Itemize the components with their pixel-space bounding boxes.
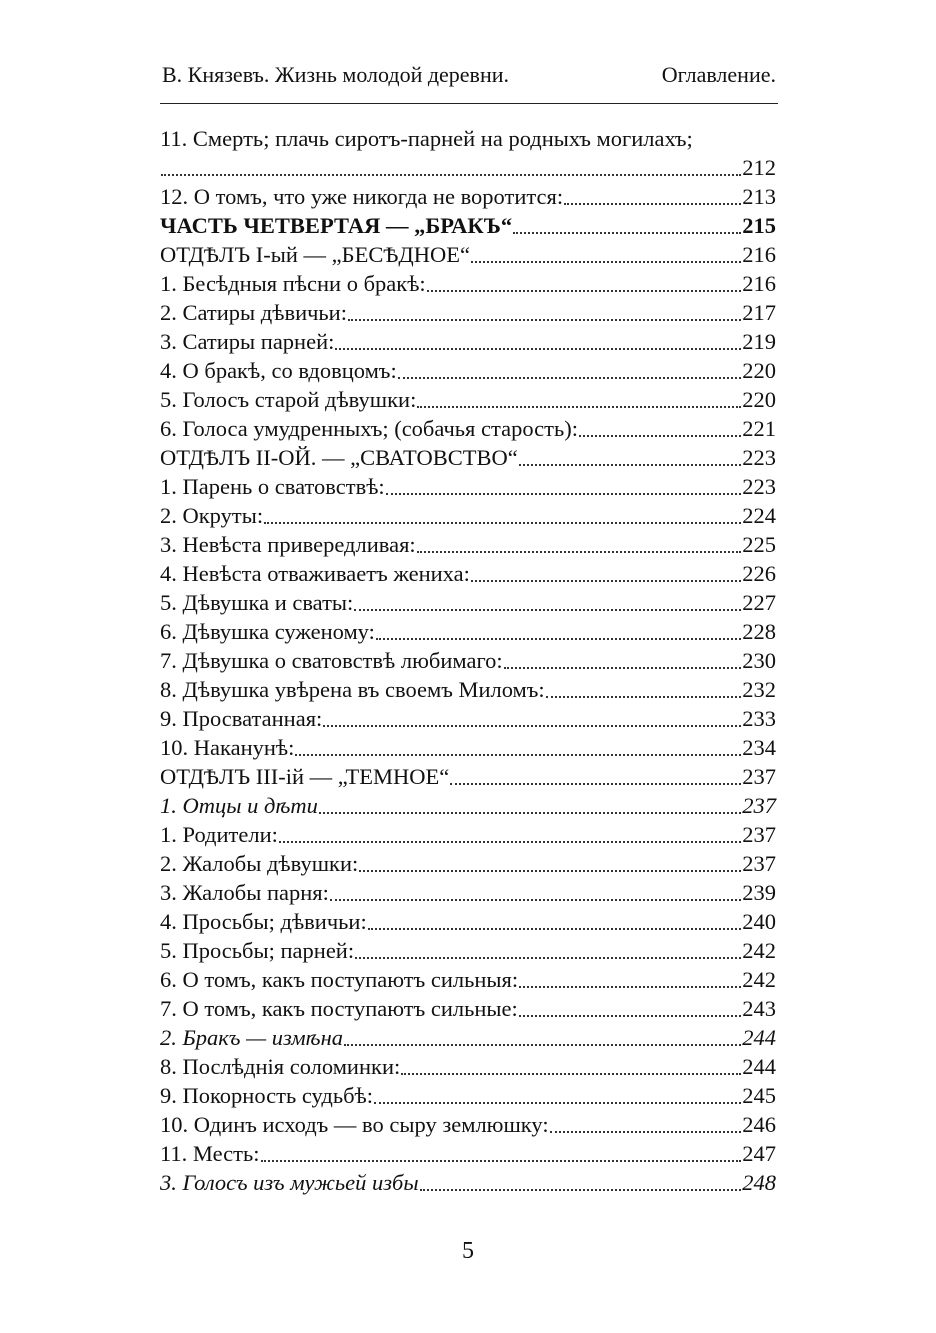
- toc-entry: [160, 1052, 776, 1081]
- toc-entry: [160, 936, 776, 965]
- toc-entry-title: 2. Бракъ — измѣна: [160, 1025, 343, 1050]
- toc-entry-page: 232: [742, 677, 776, 702]
- toc-entry-title: 6. Голоса умудренныхъ; (собачья старость):: [160, 416, 578, 441]
- toc-entry-title: ОТДѢЛЪ I-ый — „БЕСѢДНОЕ“: [160, 242, 471, 267]
- toc-leader-dots: [264, 522, 741, 524]
- toc-entry-page: 242: [742, 967, 776, 992]
- toc-leader-dots: [335, 348, 741, 350]
- toc-leader-dots: [374, 1102, 741, 1104]
- toc-leader-dots: [319, 812, 741, 814]
- toc-entry: [160, 472, 776, 501]
- toc-entry: [160, 965, 776, 994]
- toc-entry: [160, 182, 776, 211]
- toc-leader-dots: [546, 696, 742, 698]
- toc-entry-title: 5. Просьбы; парней:: [160, 938, 355, 963]
- toc-entry: [160, 646, 776, 675]
- toc-entry: [160, 588, 776, 617]
- toc-entry-page: 237: [742, 764, 776, 789]
- toc-entry-page: 224: [742, 503, 776, 528]
- toc-entry-title: 4. Невѣста отваживаетъ жениха:: [160, 561, 470, 586]
- toc-entry-page: 223: [742, 445, 776, 470]
- toc-entry-page: 219: [742, 329, 776, 354]
- toc-entry-title: 8. Послѣднія соломинки:: [160, 1054, 401, 1079]
- toc-entry: [160, 298, 776, 327]
- toc-entry-page: 244: [742, 1054, 776, 1079]
- toc-entry: [160, 617, 776, 646]
- toc-leader-dots: [471, 580, 741, 582]
- toc-entry-page: 248: [742, 1170, 776, 1195]
- toc-leader-dots: [550, 1131, 742, 1133]
- toc-entry: [160, 530, 776, 559]
- toc-entry-title: 1. Отцы и дѣти: [160, 793, 318, 818]
- page-number: 5: [462, 1238, 474, 1264]
- toc-entry-title: ЧАСТЬ ЧЕТВЕРТАЯ — „БРАКЪ“: [160, 213, 513, 238]
- toc-entry: [160, 1139, 776, 1168]
- toc-leader-dots: [427, 290, 742, 292]
- toc-leader-dots: [354, 609, 741, 611]
- toc-leader-dots: [398, 377, 742, 379]
- toc-entry-page: 245: [742, 1083, 776, 1108]
- toc-entry: [160, 907, 776, 936]
- toc-entry-title: 6. О томъ, какъ поступаютъ сильныя:: [160, 967, 519, 992]
- toc-entry-title: 3. Невѣста привередливая:: [160, 532, 416, 557]
- toc-entry-title: 10. Наканунѣ:: [160, 735, 295, 760]
- toc-leader-dots: [359, 870, 741, 872]
- toc-entry-title: 2. Жалобы дѣвушки:: [160, 851, 359, 876]
- toc-entry-title: 5. Голосъ старой дѣвушки:: [160, 387, 417, 412]
- toc-entry-page: 225: [742, 532, 776, 557]
- toc-leader-dots: [348, 319, 741, 321]
- toc-leader-dots: [261, 1160, 742, 1162]
- toc-entry-title: ОТДѢЛЪ III-ій — „ТЕМНОЕ“: [160, 764, 450, 789]
- toc-entry-page: 212: [742, 155, 776, 180]
- running-header-section: Оглавление.: [661, 62, 776, 87]
- toc-leader-dots: [355, 957, 741, 959]
- toc-entry-page: 216: [742, 242, 776, 267]
- toc-entry-title: ОТДѢЛЪ II-ОЙ. — „СВАТОВСТВО“: [160, 445, 518, 470]
- toc-entry-page: 242: [742, 938, 776, 963]
- toc-leader-dots: [368, 928, 742, 930]
- toc-entry-page: 226: [742, 561, 776, 586]
- toc-entry-page: 230: [742, 648, 776, 673]
- toc-entry-page: 240: [742, 909, 776, 934]
- toc-entry-page: 220: [742, 358, 776, 383]
- toc-entry-page: 221: [742, 416, 776, 441]
- toc-leader-dots: [519, 986, 741, 988]
- toc-entry-page: 215: [742, 213, 776, 238]
- toc-entry-page: 244: [742, 1025, 776, 1050]
- toc-entry-page: 239: [742, 880, 776, 905]
- toc-entry-page: 227: [742, 590, 776, 615]
- running-header-title: В. Князевъ. Жизнь молодой деревни.: [162, 62, 509, 87]
- toc-leader-dots: [519, 1015, 741, 1017]
- toc-entry: [160, 849, 776, 878]
- toc-leader-dots: [376, 638, 741, 640]
- toc-entry: [160, 994, 776, 1023]
- toc-entry-title: 3. Жалобы парня:: [160, 880, 329, 905]
- toc-entry-page: 237: [742, 793, 776, 818]
- toc-entry-title: 7. Дѣвушка о сватовствѣ любимаго:: [160, 648, 503, 673]
- toc-entry-page: 243: [742, 996, 776, 1021]
- toc-leader-dots: [295, 754, 741, 756]
- toc-leader-dots: [450, 783, 741, 785]
- toc-entry-title: 10. Одинъ исходъ — во сыру землюшку:: [160, 1112, 549, 1137]
- toc-entry-title: 7. О томъ, какъ поступаютъ сильные:: [160, 996, 518, 1021]
- toc-leader-dots: [344, 1044, 741, 1046]
- toc-entry: [160, 501, 776, 530]
- toc-leader-dots: [420, 1189, 742, 1191]
- toc-entry-page: 216: [742, 271, 776, 296]
- toc-entry: [160, 414, 776, 443]
- toc-entry: [160, 385, 776, 414]
- toc-entry: [160, 211, 776, 240]
- toc-entry: [160, 878, 776, 907]
- toc-leader-dots: [579, 435, 741, 437]
- toc-entry-page: 234: [742, 735, 776, 760]
- toc-entry: [160, 1081, 776, 1110]
- toc-leader-dots: [504, 667, 742, 669]
- toc-entry: [160, 443, 776, 472]
- toc-entry-title: 11. Смерть; плачь сиротъ-парней на родныхъ могилахъ;: [160, 126, 693, 151]
- toc-entry-page: 246: [742, 1112, 776, 1137]
- toc-leader-dots: [471, 261, 741, 263]
- toc-leader-dots: [279, 841, 741, 843]
- header-rule: [160, 103, 778, 104]
- toc-entry-title: 6. Дѣвушка суженому:: [160, 619, 375, 644]
- toc-entry: [160, 675, 776, 704]
- toc-entry-title: 9. Просватанная:: [160, 706, 323, 731]
- toc-entry: [160, 820, 776, 849]
- toc-entry-page: 237: [742, 822, 776, 847]
- toc-entry-title: 1. Парень о сватовствѣ:: [160, 474, 385, 499]
- toc-entry-title: 11. Месть:: [160, 1141, 260, 1166]
- toc-entry-title: 2. Сатиры дѣвичьи:: [160, 300, 347, 325]
- toc-entry: [160, 704, 776, 733]
- toc-entry: [160, 791, 776, 820]
- toc-entry-title: 2. Окруты:: [160, 503, 264, 528]
- toc-entry-title: 5. Дѣвушка и сваты:: [160, 590, 354, 615]
- toc-entry: [160, 356, 776, 385]
- toc-leader-dots: [417, 551, 742, 553]
- toc-entry-title: 9. Покорность судьбѣ:: [160, 1083, 373, 1108]
- toc-entry-title: 3. Голосъ изъ мужьей избы: [160, 1170, 419, 1195]
- toc-entry: [160, 733, 776, 762]
- toc-entry: [160, 240, 776, 269]
- toc-entry-title: 12. О томъ, что уже никогда не воротится:: [160, 184, 564, 209]
- toc-entry-page: 233: [742, 706, 776, 731]
- toc-entry-page: 220: [742, 387, 776, 412]
- toc-entry-title: 4. Просьбы; дѣвичьи:: [160, 909, 367, 934]
- toc-entry-title: 3. Сатиры парней:: [160, 329, 335, 354]
- running-header: [162, 62, 776, 88]
- toc-leader-dots: [519, 464, 742, 466]
- toc-entry: [160, 124, 776, 182]
- toc-entry-page: 223: [742, 474, 776, 499]
- toc-entry-page: 247: [742, 1141, 776, 1166]
- toc-leader-dots: [330, 899, 741, 901]
- table-of-contents: [160, 124, 776, 1197]
- toc-entry-page: 237: [742, 851, 776, 876]
- toc-entry: [160, 327, 776, 356]
- toc-entry-title: 8. Дѣвушка увѣрена въ своемъ Миломъ:: [160, 677, 545, 702]
- toc-entry-title: 1. Родители:: [160, 822, 278, 847]
- toc-entry-page: 213: [742, 184, 776, 209]
- toc-leader-dots: [513, 232, 741, 234]
- toc-entry: [160, 762, 776, 791]
- toc-entry-page: 228: [742, 619, 776, 644]
- toc-entry: [160, 1168, 776, 1197]
- toc-leader-dots: [386, 493, 742, 495]
- toc-entry: [160, 559, 776, 588]
- toc-leader-dots: [323, 725, 741, 727]
- toc-entry-page: 217: [742, 300, 776, 325]
- toc-leader-dots: [417, 406, 741, 408]
- toc-entry-title: 4. О бракѣ, со вдовцомъ:: [160, 358, 397, 383]
- toc-leader-dots: [564, 203, 741, 205]
- toc-entry: [160, 269, 776, 298]
- toc-entry: [160, 1110, 776, 1139]
- toc-leader-dots: [401, 1073, 741, 1075]
- toc-leader-dots: [161, 174, 741, 176]
- toc-entry: [160, 1023, 776, 1052]
- toc-entry-title: 1. Бесѣдныя пѣсни о бракѣ:: [160, 271, 426, 296]
